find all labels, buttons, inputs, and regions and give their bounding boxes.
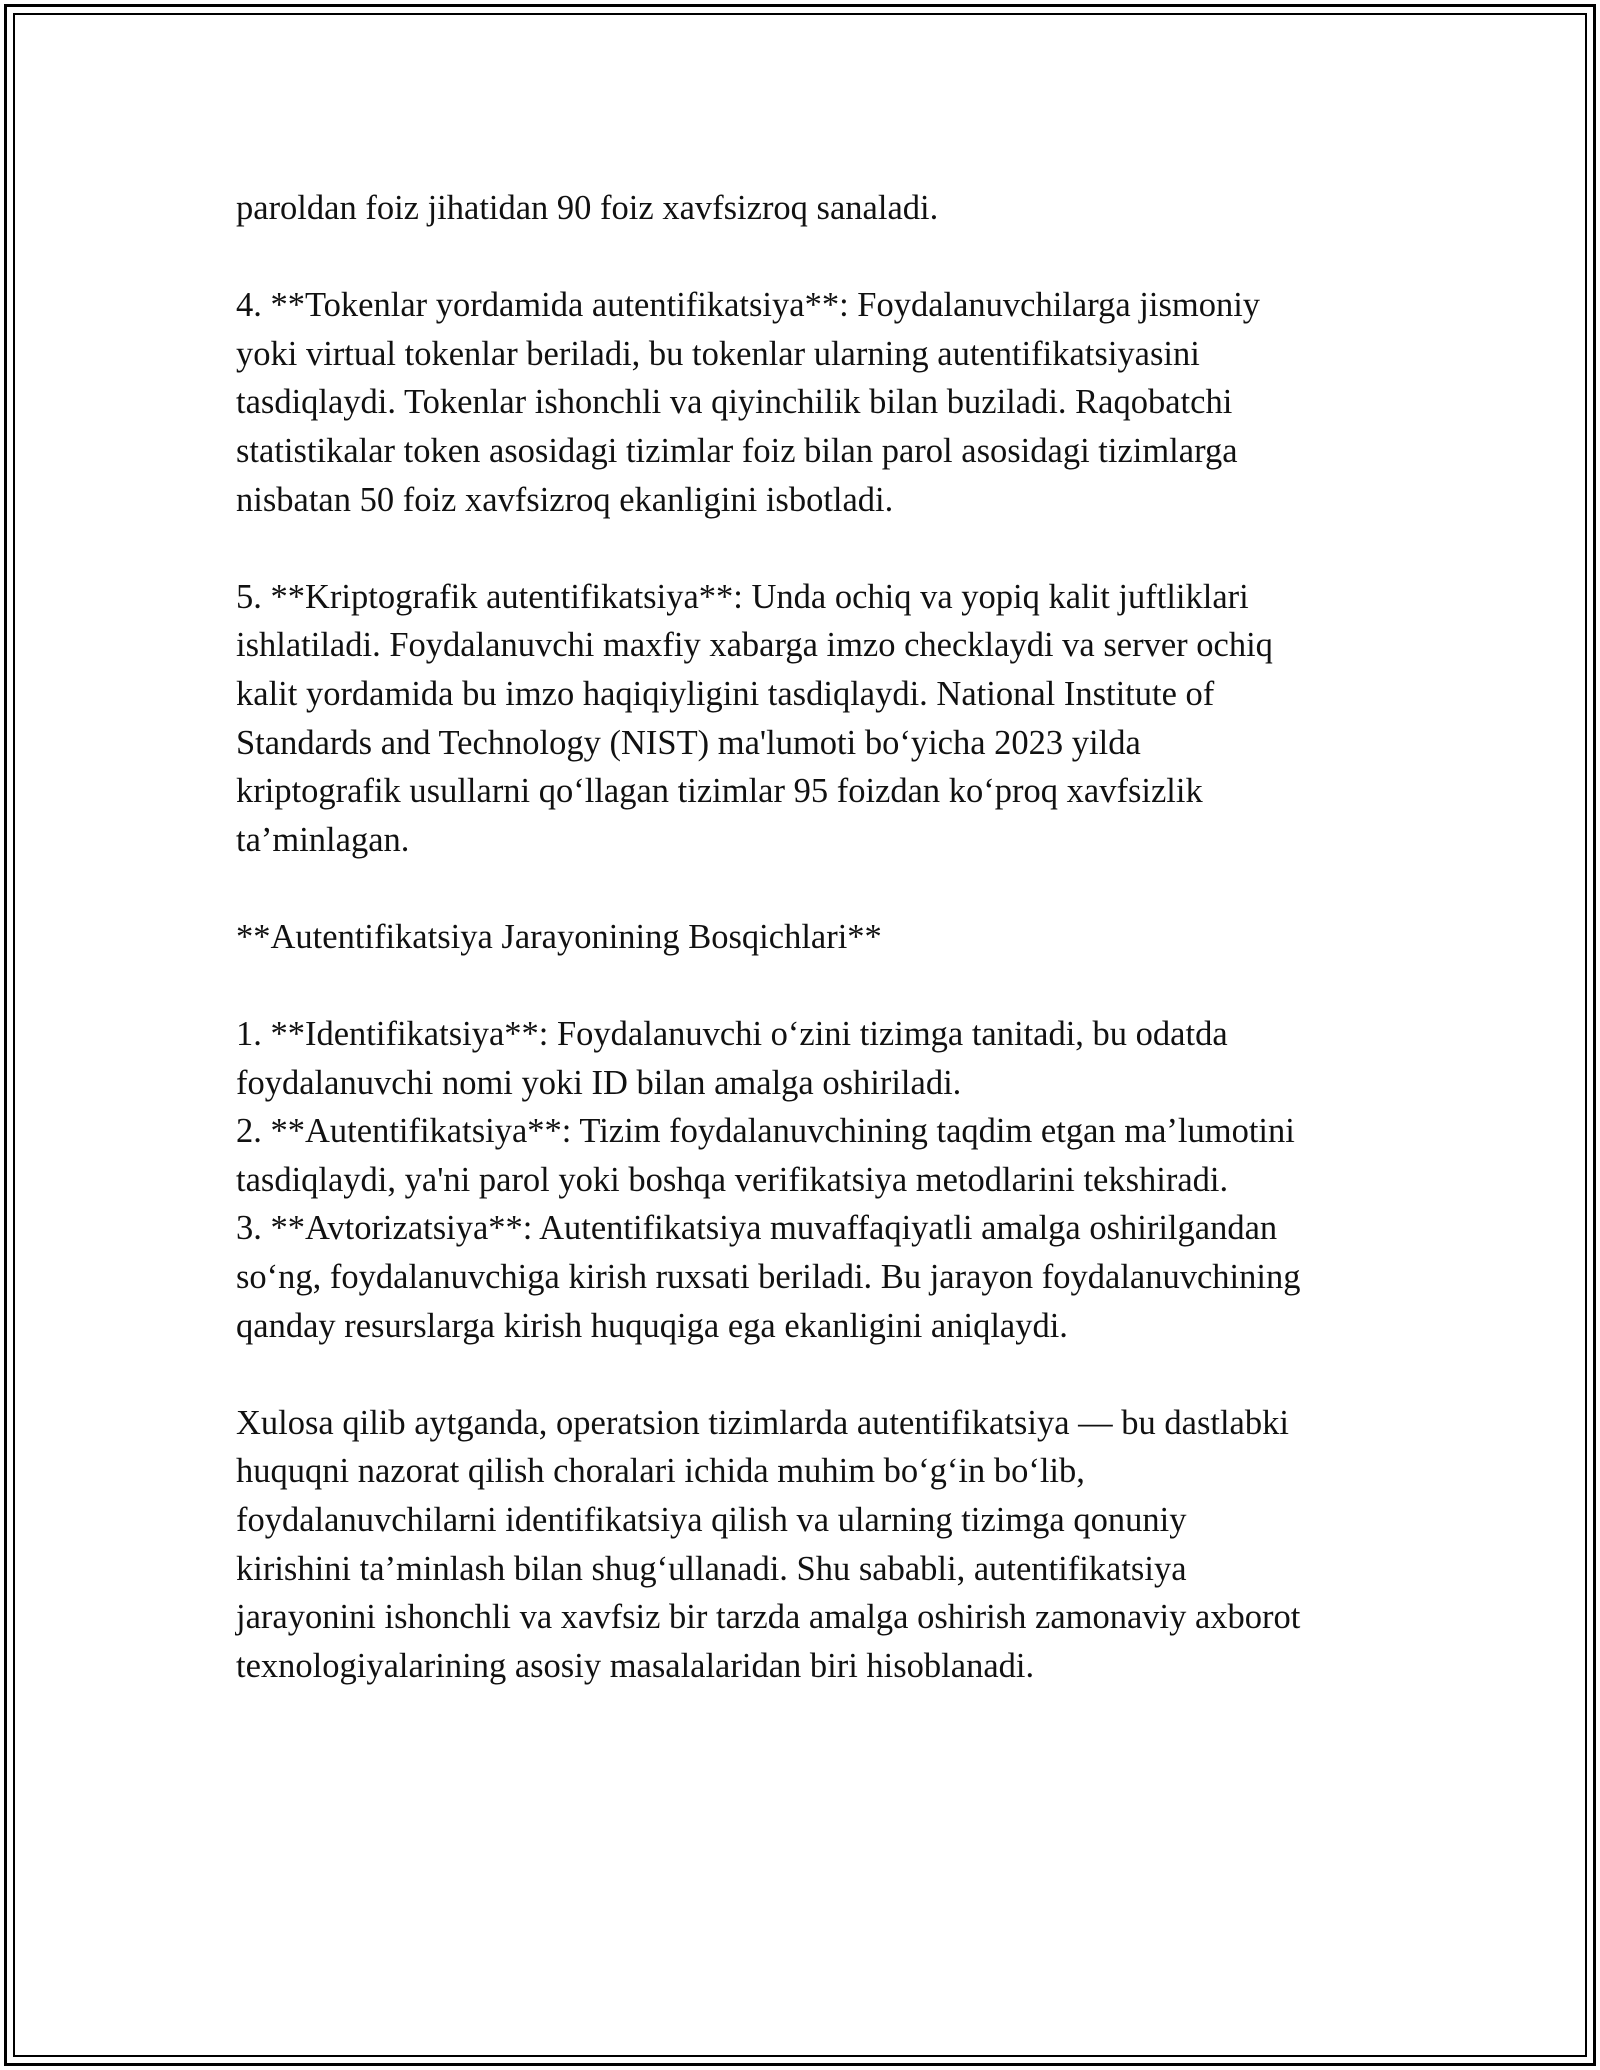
paragraph-conclusion (236, 1399, 1396, 1691)
paragraph-stages-list (236, 1010, 1396, 1350)
text-line: kirishini ta’minlash bilan shug‘ullanadi. Shu sababli, autentifikatsiya (236, 1549, 1187, 1588)
paragraph-gap (236, 962, 1396, 1011)
text-line: kriptografik usullarni qo‘llagan tizimlar 95 foizdan ko‘proq xavfsizlik (236, 772, 1203, 811)
text-line: qanday resurslarga kirish huquqiga ega ekanligini aniqlaydi. (236, 1306, 1068, 1345)
text-line: statistikalar token asosidagi tizimlar foiz bilan parol asosidagi tizimlarga (236, 431, 1238, 470)
text-line: huquqni nazorat qilish choralari ichida muhim bo‘g‘in bo‘lib, (236, 1452, 1085, 1491)
text-line: 2. **Autentifikatsiya**: Tizim foydalanuvchining taqdim etgan ma’lumotini (236, 1112, 1295, 1151)
paragraph-intro-tail (236, 184, 1396, 233)
paragraph-gap (236, 524, 1396, 573)
text-line: 3. **Avtorizatsiya**: Autentifikatsiya muvaffaqiyatli amalga oshirilgandan (236, 1209, 1278, 1248)
paragraph-item-4-tokens (236, 281, 1396, 524)
text-line: yoki virtual tokenlar beriladi, bu tokenlar ularning autentifikatsiyasini (236, 334, 1200, 373)
text-line: 1. **Identifikatsiya**: Foydalanuvchi o‘zini tizimga tanitadi, bu odatda (236, 1015, 1228, 1054)
paragraph-gap (236, 864, 1396, 913)
document-body (236, 184, 1396, 1690)
text-line: 5. **Kriptografik autentifikatsiya**: Unda ochiq va yopiq kalit juftliklari (236, 577, 1249, 616)
text-line: tasdiqlaydi. Tokenlar ishonchli va qiyinchilik bilan buziladi. Raqobatchi (236, 383, 1233, 422)
text-line: tasdiqlaydi, ya'ni parol yoki boshqa verifikatsiya metodlarini tekshiradi. (236, 1160, 1229, 1199)
text-line: kalit yordamida bu imzo haqiqiyligini tasdiqlaydi. National Institute of (236, 674, 1215, 713)
text-line: 4. **Tokenlar yordamida autentifikatsiya**: Foydalanuvchilarga jismoniy (236, 286, 1261, 325)
text-line: nisbatan 50 foiz xavfsizroq ekanligini isbotladi. (236, 480, 894, 519)
text-line: foydalanuvchilarni identifikatsiya qilish va ularning tizimga qonuniy (236, 1501, 1187, 1540)
section-heading-stages (236, 913, 1396, 962)
text-line: ta’minlagan. (236, 820, 410, 859)
text-line: Xulosa qilib aytganda, operatsion tizimlarda autentifikatsiya — bu dastlabki (236, 1403, 1289, 1442)
paragraph-gap (236, 233, 1396, 282)
text-line: jarayonini ishonchli va xavfsiz bir tarzda amalga oshirish zamonaviy axborot (236, 1598, 1301, 1637)
text-line: **Autentifikatsiya Jarayonining Bosqichlari** (236, 917, 882, 956)
text-line: paroldan foiz jihatidan 90 foiz xavfsizroq sanaladi. (236, 189, 939, 227)
text-line: so‘ng, foydalanuvchiga kirish ruxsati beriladi. Bu jarayon foydalanuvchining (236, 1258, 1301, 1297)
text-line: Standards and Technology (NIST) ma'lumoti bo‘yicha 2023 yilda (236, 723, 1141, 762)
text-line: ishlatiladi. Foydalanuvchi maxfiy xabarga imzo checklaydi va server ochiq (236, 626, 1273, 665)
text-line: foydalanuvchi nomi yoki ID bilan amalga oshiriladi. (236, 1063, 962, 1102)
paragraph-gap (236, 1350, 1396, 1399)
text-line: texnologiyalarining asosiy masalalaridan biri hisoblanadi. (236, 1646, 1035, 1685)
paragraph-item-5-cryptographic (236, 573, 1396, 865)
